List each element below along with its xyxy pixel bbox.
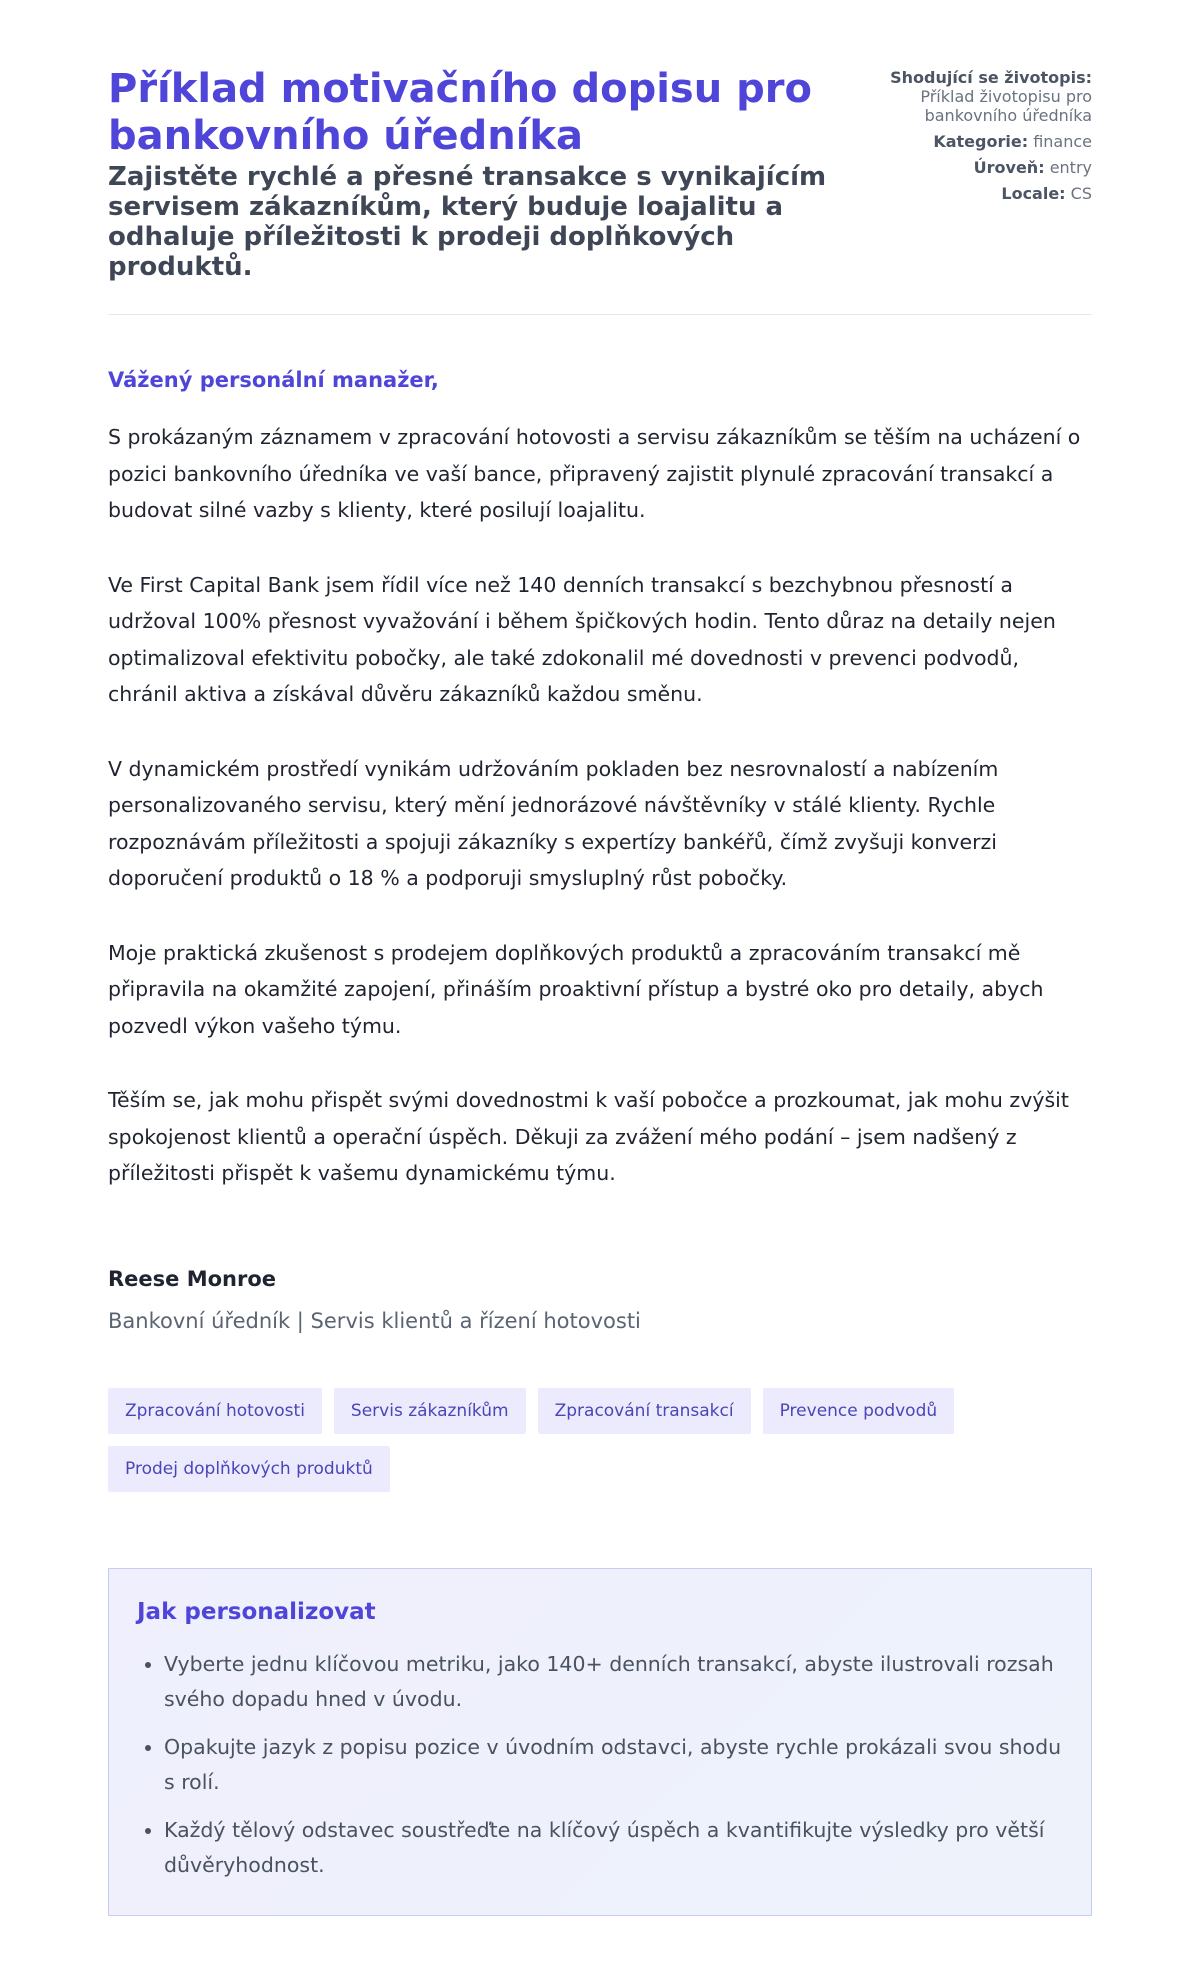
letter-greeting: Vážený personální manažer, xyxy=(108,368,439,392)
letter-paragraph: V dynamickém prostředí vynikám udržováním pokladen bez nesrovnalostí a nabízením personalizovaného servisu, který mění jednorázové návštěvníky v stálé klienty. Rychle rozpoznávám příležitosti a spojuji zákazníky s expertízy bankéřů, čímž zvyšuji konverzi doporučení produktů o 18 % a podporuji smysluplný růst pobočky. xyxy=(108,756,999,890)
meta-locale xyxy=(882,184,1092,203)
personalize-tips-box xyxy=(108,1568,1092,1916)
tips-item: • Vyberte jednu klíčovou metriku, jako 140+ denních transakcí, abyste ilustrovali rozsah svého dopadu hned v úvodu. xyxy=(164,1647,1063,1717)
skill-tag: Prevence podvodů xyxy=(763,1388,955,1434)
tips-item: • Opakujte jazyk z popisu pozice v úvodním odstavci, abyste rychle prokázali svou shodu s rolí. xyxy=(164,1730,1063,1800)
meta-category-label: Kategorie: xyxy=(933,132,1029,151)
skill-tag: Zpracování hotovosti xyxy=(108,1388,322,1434)
skill-tag: Prodej doplňkových produktů xyxy=(108,1446,390,1492)
tips-item: • Každý tělový odstavec soustřeďte na klíčový úspěch a kvantifikujte výsledky pro větší důvěryhodnost. xyxy=(164,1813,1063,1883)
tips-title: Jak personalizovat xyxy=(137,1598,376,1625)
page-header xyxy=(108,0,1092,282)
meta-locale-value: CS xyxy=(1070,184,1092,203)
signature-block xyxy=(108,1266,1092,1334)
header-divider xyxy=(108,314,1092,315)
skill-tag: Zpracování transakcí xyxy=(538,1388,751,1434)
letter-paragraph: Ve First Capital Bank jsem řídil více než 140 denních transakcí s bezchybnou přesností a udržoval 100% přesnost vyvažování i během špičkových hodin. Tento důraz na detaily nejen optimalizoval efektivitu pobočky, ale také zdokonalil mé dovednosti v prevenci podvodů, chránil aktiva a získával důvěru zákazníků každou směnu. xyxy=(108,572,1056,706)
letter-paragraph: S prokázaným záznamem v zpracování hotovosti a servisu zákazníkům se těším na ucházení o pozici bankovního úředníka ve vaší bance, připravený zajistit plynulé zpracování transakcí a budovat silné vazby s klienty, které posilují loajalitu. xyxy=(108,425,1081,522)
meta-category-value: finance xyxy=(1033,132,1092,151)
meta-category xyxy=(882,132,1092,151)
letter-paragraph: Moje praktická zkušenost s prodejem doplňkových produktů a zpracováním transakcí mě připravila na okamžité zapojení, přináším proaktivní přístup a bystré oko pro detaily, abych pozvedl výkon vašeho týmu. xyxy=(108,940,1044,1038)
page-title: Příklad motivačního dopisu pro bankovního úředníka xyxy=(108,66,812,159)
skill-tag: Servis zákazníkům xyxy=(334,1388,526,1434)
meta-resume xyxy=(882,68,1092,125)
meta-level xyxy=(882,158,1092,177)
skill-tags xyxy=(108,1388,1048,1492)
meta-resume-value: Příklad životopisu pro bankovního úředníka xyxy=(920,87,1092,125)
tips-list xyxy=(137,1647,1063,1883)
meta-level-value: entry xyxy=(1049,158,1092,177)
signature-name: Reese Monroe xyxy=(108,1266,277,1291)
letter-paragraph: Těším se, jak mohu přispět svými dovednostmi k vaší pobočce a prozkoumat, jak mohu zvýšit spokojenost klientů a operační úspěch. Děkuji za zvážení mého podání – jsem nadšený z příležitosti přispět k vašemu dynamickému týmu. xyxy=(108,1088,1069,1185)
meta-panel xyxy=(882,68,1092,210)
letter-body xyxy=(108,367,1092,1192)
meta-level-label: Úroveň: xyxy=(973,158,1045,177)
signature-role: Bankovní úředník | Servis klientů a řízení hotovosti xyxy=(108,1308,641,1333)
page-subtitle: Zajistěte rychlé a přesné transakce s vynikajícím servisem zákazníkům, který buduje loajalitu a odhaluje příležitosti k prodeji doplňkových produktů. xyxy=(108,162,827,282)
meta-resume-label: Shodující se životopis: xyxy=(890,68,1092,87)
meta-locale-label: Locale: xyxy=(1001,184,1066,203)
